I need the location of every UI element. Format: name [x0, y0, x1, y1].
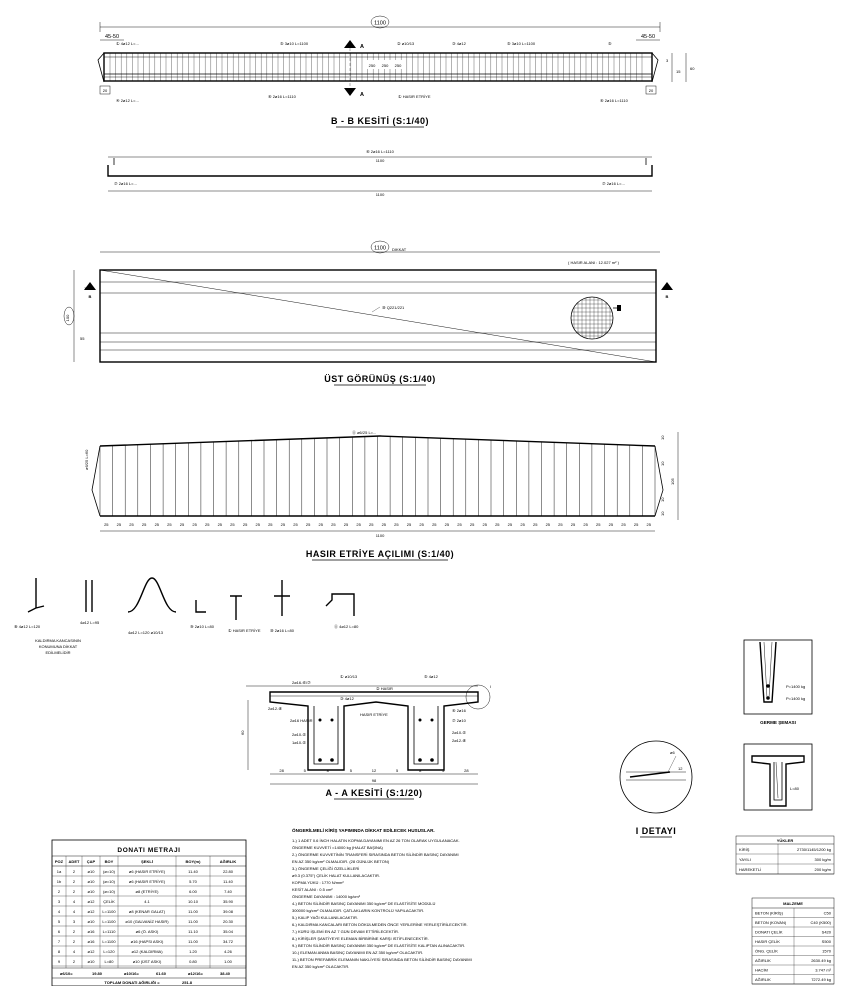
rebar-cell: 35.90	[222, 899, 234, 904]
aa-label-right-3: 2ø10-⑤	[452, 730, 467, 735]
material-label: HASIR ÇELİK	[755, 939, 780, 944]
note-line: ÖNGERME KUVVETİ =14000 kg (HALAT BAŞINA)	[292, 845, 383, 850]
material-value: C50	[823, 910, 831, 916]
rebar-cell: 7.40	[224, 889, 232, 894]
rebar-cell: ø16	[87, 939, 95, 944]
mesh-right-dim-1: 10	[660, 435, 665, 440]
load-label: YAYILI	[739, 857, 751, 862]
aa-total-dim: 98	[371, 778, 377, 783]
stirrup-mesh-title: HASIR ETRİYE AÇILIMI (S:1/40)	[305, 549, 455, 559]
section-arrow-top	[344, 40, 356, 48]
aa-bottom-dim: 5	[303, 768, 306, 773]
rebar-cell: 4	[72, 899, 76, 904]
bb-right-bottom-dim: 20	[648, 88, 654, 93]
rebar-cell: ø10	[87, 889, 95, 894]
aa-label-left-3: 2ø16 HASIR	[290, 718, 313, 723]
load-value: 200 kg/m	[814, 867, 831, 872]
rebar-cell: L=1100	[102, 939, 116, 944]
note-line: KOPMA YÜKÜ : 1770 N/mm²	[292, 880, 344, 885]
rebar-cell: ø6 (Ö. ASKI)	[135, 929, 159, 934]
bb-end-dim-left: 45-50	[104, 34, 120, 40]
rebar-cell: 3	[72, 919, 76, 924]
aa-label-right-4: 2ø12-⑧	[452, 738, 467, 743]
rebar-header-cell: ÇAP	[86, 859, 96, 864]
rebar-cell: 20.30	[222, 919, 234, 924]
shape-label-1: ⑧ 4ø12 L=120	[14, 624, 41, 629]
tendon-title: GERME ŞEMASI	[760, 720, 796, 725]
note-line: 8-) KİRİŞLER ŞANTİYEYE ELEMAN BİRBİRİNE KARŞI ISTİFLENECEKTİR.	[292, 936, 429, 941]
notes-lines	[292, 838, 472, 969]
bb-total-dim: 1100	[374, 20, 386, 27]
shape-label-4: ⑨ 2ø10 L=80	[190, 624, 214, 629]
top-view-title: ÜST GÖRÜNÜŞ (S:1/40)	[324, 374, 436, 384]
bb-callout-top-5: ⑤ 3ø10 L=1100	[507, 41, 536, 46]
rebar-cell: 2	[72, 889, 76, 894]
note-line: EN AZ 350 kg/cm² OLMALIDIR. (28 GÜNLÜK BETON)	[292, 859, 390, 864]
mesh-spacing-label: 25	[305, 522, 311, 527]
note-line: EN AZ 350 kg/cm² OLACAKTIR.	[292, 964, 350, 969]
rebar-cell: 2	[72, 869, 76, 874]
bb-section-marker-bottom: A	[360, 92, 364, 98]
mesh-spacing-label: 25	[532, 522, 538, 527]
rebar-cell: ÇELİK	[103, 899, 115, 904]
rebar-total-value: 19.80	[92, 971, 103, 976]
rebar-cell: 11.00	[188, 919, 198, 924]
rebar-cell: 4.26	[224, 949, 232, 954]
flange-label: L=80	[790, 786, 800, 791]
mesh-spacing-label: 25	[217, 522, 223, 527]
mesh-spacing-label: 25	[520, 522, 525, 527]
top-left-dim: 100	[65, 314, 70, 322]
note-line: 11-) BETON PREFABRİK ELEMANIN NAKLİYESİ SIRASINDA BETON SİLİNDİR BASINÇ DAYANIMI	[292, 957, 472, 962]
aa-label-left-2: 2ø12-⑧	[268, 706, 283, 711]
bb-section-title: B - B KESİTİ (S:1/40)	[330, 116, 430, 126]
mesh-spacing-label: 25	[621, 522, 626, 527]
top-section-marker-left: B	[88, 294, 92, 299]
mesh-spacing-label: 25	[141, 522, 147, 527]
rebar-cell: ø10 (GALVANİZ HASIR)	[125, 919, 169, 924]
mesh-spacing-label: 25	[444, 522, 450, 527]
mesh-detail-circle	[571, 297, 613, 339]
rebar-cell: 11.40	[188, 869, 198, 874]
aa-bottom-dim: 28	[464, 768, 469, 773]
rebar-cell: 1b	[56, 879, 62, 884]
aa-label-mid-4: HASIR ETRİYE	[360, 712, 388, 717]
rebar-header-cell: BOY(m)	[185, 859, 201, 864]
tendon-label-1: P=1400 kg	[786, 684, 806, 689]
rebar-cell: 1.20	[189, 949, 197, 954]
bb-callout-bottom-3: ① HASIR ETRİYE	[398, 94, 431, 99]
bb-left-bottom-dim: 20	[102, 88, 108, 93]
material-label: DONATI ÇELİK	[755, 929, 783, 935]
rebar-cell: 8	[57, 949, 61, 954]
aa-bottom-dim: 5	[395, 768, 399, 773]
rebar-cell: ø16 (HAPSI ASKI)	[130, 939, 164, 944]
rebar-cell: 3	[57, 899, 61, 904]
tendon-label-2: P=1400 kg	[786, 696, 806, 701]
mesh-spacing-label: 25	[192, 522, 197, 527]
rebar-cell: 34.72	[222, 939, 234, 944]
aa-bottom-dim: 8	[419, 768, 422, 773]
rebar-cell: ø10 (ÜST ASKI)	[132, 959, 162, 964]
rebar-cell: 4	[72, 909, 76, 914]
top-mesh-label: ⑩ Q221/221	[382, 305, 405, 310]
material-label: AĞIRLIK	[755, 977, 771, 982]
materials-title: MALZEME	[783, 901, 803, 906]
rebar-total-value: 38.40	[220, 971, 231, 976]
rebar-header-cell: BOY	[104, 859, 114, 864]
load-value: 2730/1145/1200 kg	[797, 847, 831, 852]
mesh-spacing-label: 25	[432, 522, 437, 527]
hook-shape-1	[28, 578, 44, 612]
mesh-spacing-label: 25	[394, 522, 399, 527]
hook-shape-5	[230, 596, 242, 620]
material-value: 7272.49 kg	[811, 977, 831, 982]
hook-shape-4	[196, 600, 206, 612]
loads-title: YÜKLER	[776, 838, 794, 843]
bar-top-dim: 1100	[375, 158, 385, 163]
rebar-cell: ø10	[87, 869, 95, 874]
mesh-spacing-label: 25	[179, 522, 185, 527]
stirrup-mesh-view	[84, 429, 678, 560]
mesh-spacing-label: 25	[242, 522, 248, 527]
note-line: 1-) 1 ADET 0.6 İNCH HALATIN KOPMA DAYANIMI EN AZ 26 TON OLARAK UYGULANACAK.	[292, 838, 460, 843]
materials-table	[752, 898, 834, 984]
top-mesh-note: ( HASIR ALANI : 12.027 m² )	[568, 260, 619, 265]
bb-section-view	[98, 16, 695, 127]
mesh-right-dim-2: 10	[660, 461, 665, 466]
mesh-spacing-label: 25	[255, 522, 260, 527]
rebar-cell: ø10	[87, 879, 95, 884]
top-view	[64, 241, 673, 385]
top-left-sub-1: 15	[84, 286, 89, 291]
aa-left-dim: 60	[240, 730, 245, 735]
hook-shape-6	[274, 580, 290, 616]
material-value: S500	[821, 939, 831, 944]
loads-table	[736, 836, 834, 874]
top-section-marker-right: B	[665, 294, 669, 299]
note-line: ø9.3 (0.375") ÇELİK HALAT KULLANILACAKTIR.	[292, 873, 380, 878]
mesh-spacing-label: 25	[457, 522, 462, 527]
bar-top-label: ⑥ 2ø16 L=1110	[366, 149, 394, 154]
shape-label-7: ⑪ 4ø12 L=80	[334, 624, 359, 629]
rebar-cell: L=80	[104, 959, 114, 964]
mesh-top-label: ⑪ ø6/25 L=...	[352, 430, 377, 435]
rebar-cell: 35.04	[222, 929, 234, 934]
aa-label-mid-3: ③ 4ø12	[340, 696, 354, 701]
load-value: 300 kg/m	[814, 857, 831, 862]
hook-shape-2	[86, 580, 92, 612]
mesh-right-dim-5: 10	[660, 511, 665, 516]
rebar-totals	[60, 971, 231, 976]
aa-label-right-2: ⑦ 2ø10	[452, 718, 466, 723]
material-value: 3.747 m³	[815, 967, 831, 973]
shape-label-6: ⑩ 2ø16 L=80	[270, 628, 294, 633]
mesh-spacing-label: 25	[419, 522, 424, 527]
hook-shape-7	[326, 594, 354, 616]
bar-detail-view	[108, 149, 652, 197]
mesh-spacing-label: 25	[570, 522, 576, 527]
rebar-cell: (ø=10)	[103, 879, 115, 884]
rebar-cell: ø6 (HASIR ETRİYE)	[128, 879, 166, 884]
rebar-cell: 11.10	[188, 929, 198, 934]
shape-label-3: 4ø12 L=120 ø10/13	[128, 630, 164, 635]
rebar-table-body	[52, 856, 246, 968]
rebar-cell: L=120	[103, 949, 115, 954]
rebar-cell: ø16	[87, 929, 95, 934]
bb-callout-top-2: ⑤ 3ø10 L=1100	[280, 41, 309, 46]
mesh-spacing-label: 25	[406, 522, 412, 527]
rebar-cell: ø10	[87, 919, 95, 924]
aa-label-right-1: ⑥ 2ø16	[452, 708, 466, 713]
aa-detail-marker: I	[490, 684, 492, 689]
note-line: 9-) BETON SİLİNDİR BASINÇ DAYANIMI 350 kg/cm² DE ELASTİSİTE KALIPTAN ALINACAKTIR.	[292, 943, 466, 948]
aa-label-mid-5: ⑤ 4ø12	[424, 674, 438, 679]
mesh-spacing-label: 25	[482, 522, 487, 527]
rebar-total-value: 61.60	[156, 971, 167, 976]
load-label: KİRİŞ	[739, 847, 750, 852]
mesh-spacing-label: 25	[154, 522, 160, 527]
note-line: 6-) KALDIRMA KANCALARI BETON DÖKÜLMEDEN ÖNCE YERLERİNE YERLEŞTİRİLECEKTİR.	[292, 922, 468, 927]
bb-end-dim-right: 45-50	[640, 34, 656, 40]
aa-bottom-dim: 8	[326, 768, 329, 773]
note-line: ÖNGERME DAYANIMI : 14000 kg/cm²	[292, 894, 361, 899]
loads-body	[736, 844, 834, 874]
shape-label-5: ① HASIR ETRİYE	[228, 628, 261, 633]
mesh-spacing-dims	[104, 522, 652, 527]
mesh-spacing-label: 25	[381, 522, 387, 527]
rebar-grand-total-label: TOPLAM DONATI AĞIRLIĞI =	[104, 980, 160, 985]
mesh-spacing-label: 25	[469, 522, 475, 527]
bar-bottom-right-label: ⑦ 2ø16 L=...	[602, 181, 625, 186]
mesh-spacing-label: 25	[356, 522, 361, 527]
rebar-header-cell: AĞIRLIK	[219, 859, 237, 864]
rebar-cell: ø8 (KENAR GALAT)	[128, 909, 166, 914]
note-line: 10-) ELEMAN ANMA BASINÇ DAYANIMI EN AZ 350 kg/cm² OLACAKTIR.	[292, 950, 424, 955]
rebar-cell: ø12 (KALDIRMA)	[131, 949, 163, 954]
material-label: BETON (KİRİŞ)	[755, 910, 783, 916]
aa-label-left-5: 1ø10-⑤	[292, 740, 307, 745]
rebar-cell: 1a	[56, 869, 62, 874]
note-line: KESİT ALANI : 0.5 cm²	[292, 887, 333, 892]
note-line: 5-) KALIP YAĞI KULLANILACAKTIR.	[292, 915, 359, 920]
material-label: AĞIRLIK	[755, 958, 771, 963]
rebar-cell: ø12	[87, 909, 95, 914]
bar-shapes	[14, 578, 359, 655]
mesh-spacing-label: 25	[583, 522, 588, 527]
bb-section-marker-top: A	[360, 44, 364, 50]
aa-label-left-4: 2ø10-⑤	[292, 732, 307, 737]
rebar-cell: 2	[72, 959, 76, 964]
note-line: 300000 kg/cm² OLMALIDIR. ÇATLAKLARIN KONTROLÜ YAPILACAKTIR.	[292, 908, 425, 913]
rebar-cell: 2	[72, 929, 76, 934]
mesh-spacing-label: 25	[646, 522, 651, 527]
mesh-spacing-label: 25	[495, 522, 500, 527]
material-label: ÖNG. ÇELİK	[755, 948, 778, 954]
mesh-spacing-label: 25	[318, 522, 323, 527]
mesh-spacing-label: 25	[558, 522, 563, 527]
mesh-spacing-label: 25	[608, 522, 614, 527]
bb-mid-dim-1: 250	[368, 63, 376, 68]
rebar-cell: 22.80	[222, 869, 234, 874]
detail-i-title: I DETAYI	[635, 826, 677, 836]
rebar-cell: 6	[57, 929, 61, 934]
top-total-dim: 1100	[374, 245, 386, 252]
mesh-spacing-label: 25	[368, 522, 374, 527]
detail-i-view	[620, 741, 692, 837]
mesh-spacing-label: 25	[204, 522, 210, 527]
tendon-diagram	[744, 640, 812, 725]
rebar-cell: ø6 (HASIR ETRİYE)	[128, 869, 166, 874]
bb-callout-bottom-2: ⑥ 2ø16 L=1110	[268, 94, 296, 99]
shape-note-1: KALDIRMA KANCASININ	[35, 638, 81, 643]
shape-label-2: 4ø12 L=95	[80, 620, 100, 625]
rebar-cell: ø10	[87, 959, 95, 964]
shape-note-3: EDİLMELİDİR	[45, 650, 71, 655]
note-line: 2-) ÖNGERME KUVVETİNİN TRANSFERİ SIRASINDA BETON SİLİNDİR BASINÇ DAYANIMI	[292, 852, 459, 857]
shape-note-2: KONUMUNA DİKKAT	[38, 644, 78, 649]
material-value: 1570	[822, 948, 831, 954]
aa-label-left-1: 2ø16-⑥/⑦	[292, 680, 311, 685]
hook-shape-3	[128, 578, 176, 612]
mesh-stirrup-lines	[100, 436, 655, 516]
mesh-spacing-label: 25	[268, 522, 273, 527]
mesh-left-label: ø6/25 L=60	[84, 449, 89, 470]
rebar-header-cell: POZ	[54, 859, 64, 864]
bb-mid-dim-3: 250	[394, 63, 402, 68]
rebar-cell: 4	[72, 949, 76, 954]
mesh-spacing-label: 25	[293, 522, 298, 527]
aa-bottom-dim: 12	[371, 768, 377, 773]
aa-section-title: A - A KESİTİ (S:1/20)	[325, 788, 423, 798]
materials-body	[752, 908, 834, 984]
rebar-cell: 4	[57, 909, 61, 914]
bb-callout-top-6: ⑤	[608, 41, 612, 46]
rebar-cell: 6.00	[189, 889, 197, 894]
bb-callout-bottom-1: ④ 2ø12 L=...	[116, 98, 139, 103]
rebar-cell: 5	[57, 919, 61, 924]
rebar-cell: (ø=10)	[103, 889, 115, 894]
detail-i-label: ø6	[670, 750, 675, 755]
mesh-spacing-label: 25	[104, 522, 109, 527]
rebar-cell: 10.10	[187, 899, 199, 904]
rebar-cell: 9	[57, 959, 61, 964]
mesh-spacing-label: 25	[545, 522, 551, 527]
notes-title: ÖNGERİLMELİ KİRİŞ YAPIMINDA DİKKAT EDİLECEK HUSUSLAR.	[292, 828, 435, 833]
rebar-cell: 11.40	[223, 879, 233, 884]
bb-right-end	[652, 53, 658, 82]
rebar-table	[52, 840, 246, 986]
notes-block	[292, 827, 472, 969]
rebar-cell: 2	[57, 889, 61, 894]
rebar-grand-total-value: 251.8	[182, 980, 193, 985]
mesh-spacing-label: 25	[343, 522, 349, 527]
rebar-cell: ø8 (ETRİYE)	[135, 889, 159, 894]
rebar-cell: L=1100	[102, 919, 116, 924]
rebar-cell: 5.70	[189, 879, 197, 884]
aa-bottom-dim: 5	[442, 768, 445, 773]
mesh-total-dim: 1100	[375, 533, 385, 538]
rebar-cell: L=1100	[102, 909, 116, 914]
bb-callout-top-1: ① 4ø12 L=...	[116, 41, 139, 46]
rebar-cell: ø12	[87, 899, 95, 904]
mesh-spacing-label: 25	[331, 522, 336, 527]
bar-bottom-left-label: ⑦ 2ø16 L=...	[114, 181, 137, 186]
mesh-spacing-label: 25	[280, 522, 286, 527]
rebar-cell: L=1110	[102, 929, 116, 934]
section-arrow-bottom	[344, 88, 356, 96]
material-label: BETON (KOVAN)	[755, 920, 787, 925]
rebar-header-cell: ŞEKLİ	[141, 859, 153, 864]
aa-section-view	[240, 674, 491, 799]
flange-sketch	[744, 744, 812, 810]
mesh-spacing-label: 25	[633, 522, 639, 527]
rebar-cell: 1.00	[224, 959, 232, 964]
bb-callout-top-3: ② ø10/13	[397, 41, 415, 46]
load-label: HAREKETLİ	[739, 867, 762, 872]
top-left-sub-2: 55	[80, 336, 85, 341]
rebar-total-label: ø6/10=	[60, 971, 73, 976]
mesh-right-dim-4: 10	[660, 497, 665, 502]
rebar-cell: 7	[57, 939, 61, 944]
mesh-spacing-label: 25	[116, 522, 122, 527]
rebar-cell: ø12	[87, 949, 95, 954]
note-line: 3-) ÖNGERME ÇELİĞİ ÖZELLİKLERİ	[292, 866, 360, 871]
rebar-header-cell: ADET	[68, 859, 80, 864]
aa-bottom-dim: 28	[279, 768, 284, 773]
material-label: HACİM	[755, 967, 768, 973]
bb-right-dim-3: 60	[690, 66, 695, 71]
bar-bottom-dim: 1100	[375, 192, 385, 197]
mesh-spacing-label: 25	[595, 522, 601, 527]
aa-label-mid-1: ① ø10/13	[340, 674, 358, 679]
material-value: 2630.49 kg	[811, 958, 831, 963]
aa-bottom-dim: 5	[349, 768, 353, 773]
bb-mid-dim-2: 250	[381, 63, 389, 68]
rebar-cell: 2	[72, 939, 76, 944]
material-value: C40 (K500)	[810, 920, 831, 925]
bb-right-dim-1: 3	[666, 58, 669, 63]
rebar-cell: 11.00	[188, 909, 198, 914]
mesh-spacing-label: 25	[129, 522, 134, 527]
note-line: 4-) BETON SİLİNDİR BASINÇ DAYANIMI 350 kg/cm² DE ELASTİSİTE MODÜLÜ	[292, 901, 436, 906]
rebar-total-label: ø10/16=	[124, 971, 139, 976]
bb-callout-top-4: ③ 4ø12	[452, 41, 466, 46]
bb-callout-bottom-4: ⑥ 2ø16 L=1110	[600, 98, 628, 103]
aa-label-mid-2: ② HASIR	[376, 686, 393, 691]
rebar-cell: 0.80	[189, 959, 197, 964]
top-total-note: DIKKAT	[392, 247, 407, 252]
mesh-spacing-label: 25	[507, 522, 513, 527]
note-line: 7-) KÜRÜ İŞLEMİ EN AZ 7 GÜN DEVAM ETTİRİLECEKTİR.	[292, 929, 400, 934]
rebar-total-label: ø12/16=	[188, 971, 203, 976]
detail-i-dim: 12	[678, 766, 683, 771]
rebar-cell: 11.00	[188, 939, 198, 944]
rebar-cell: (ø=10)	[103, 869, 115, 874]
bb-left-end	[98, 53, 104, 82]
bb-right-dim-2: 15	[676, 69, 681, 74]
mesh-right-dim-3: 105	[670, 478, 675, 485]
rebar-cell: 39.08	[222, 909, 234, 914]
rebar-cell: 2	[72, 879, 76, 884]
rebar-cell: 4.1	[144, 899, 150, 904]
material-value: S420	[821, 929, 831, 935]
rebar-table-title: DONATI METRAJI	[117, 847, 181, 854]
mesh-spacing-label: 25	[230, 522, 235, 527]
mesh-spacing-label: 25	[167, 522, 172, 527]
